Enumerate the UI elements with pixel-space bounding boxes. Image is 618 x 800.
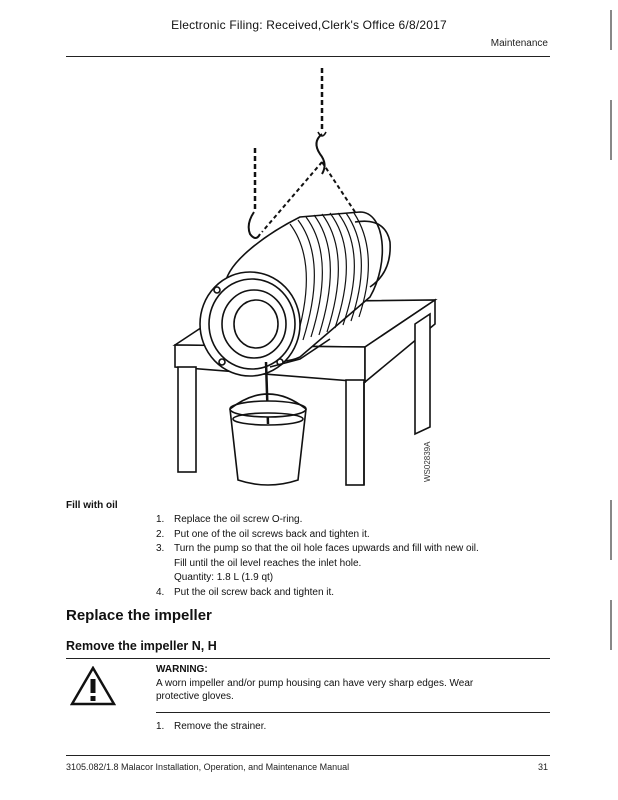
warning-icon [70, 666, 116, 706]
step-text: Remove the strainer. [174, 721, 267, 732]
section-rule [66, 658, 550, 659]
list-item [156, 720, 556, 735]
step-number: 2. [156, 528, 165, 540]
warning-text [156, 677, 556, 703]
footer-manual-title: 3105.082/1.8 Malacor Installation, Operation, and Maintenance Manual [66, 762, 350, 772]
remove-steps-list [156, 720, 556, 735]
step-detail-line: Fill until the oil level reaches the inlet hole. [174, 557, 362, 569]
step-number: 4. [156, 586, 165, 598]
scan-artifact [610, 500, 612, 560]
scan-artifact [610, 600, 612, 650]
step-detail-quantity: Quantity: 1.8 L (1.9 qt) [174, 572, 274, 583]
figure-code: WS02839A [423, 441, 432, 482]
fill-steps-list [156, 513, 556, 600]
step-text: Put the oil screw back and tighten it. [174, 586, 335, 598]
list-item [156, 586, 556, 601]
warning-rule [156, 712, 550, 713]
pump-illustration [150, 62, 450, 502]
step-text: Replace the oil screw O-ring. [174, 514, 303, 525]
page-number: 31 [537, 762, 548, 772]
bucket [230, 394, 306, 485]
step-detail [156, 557, 556, 572]
scan-artifact [610, 100, 612, 160]
step-detail [156, 571, 556, 586]
top-chain [316, 68, 326, 174]
footer-rule [66, 755, 550, 756]
list-item [156, 542, 556, 557]
fill-with-oil-title: Fill with oil [66, 500, 118, 511]
step-number: 3. [156, 543, 165, 554]
remove-impeller-heading: Remove the impeller N, H [66, 639, 217, 653]
step-number: 1. [156, 514, 165, 525]
replace-impeller-heading: Replace the impeller [66, 607, 212, 624]
step-text: Turn the pump so that the oil hole faces upwards and fill with new oil. [174, 543, 479, 554]
filing-stamp: Electronic Filing: Received,Clerk's Office 6/8/2017 [171, 18, 447, 32]
scan-artifact [610, 10, 612, 50]
step-number: 1. [156, 721, 165, 732]
step-text: Put one of the oil screws back and tighten it. [174, 528, 370, 540]
list-item [156, 528, 556, 543]
header-rule [66, 56, 550, 57]
left-chain [249, 148, 260, 238]
warning-title: WARNING: [156, 664, 208, 675]
list-item [156, 513, 556, 528]
section-label: Maintenance [490, 38, 548, 49]
warning-line: A worn impeller and/or pump housing can have very sharp edges. Wear [156, 678, 474, 689]
warning-line: protective gloves. [156, 691, 234, 702]
